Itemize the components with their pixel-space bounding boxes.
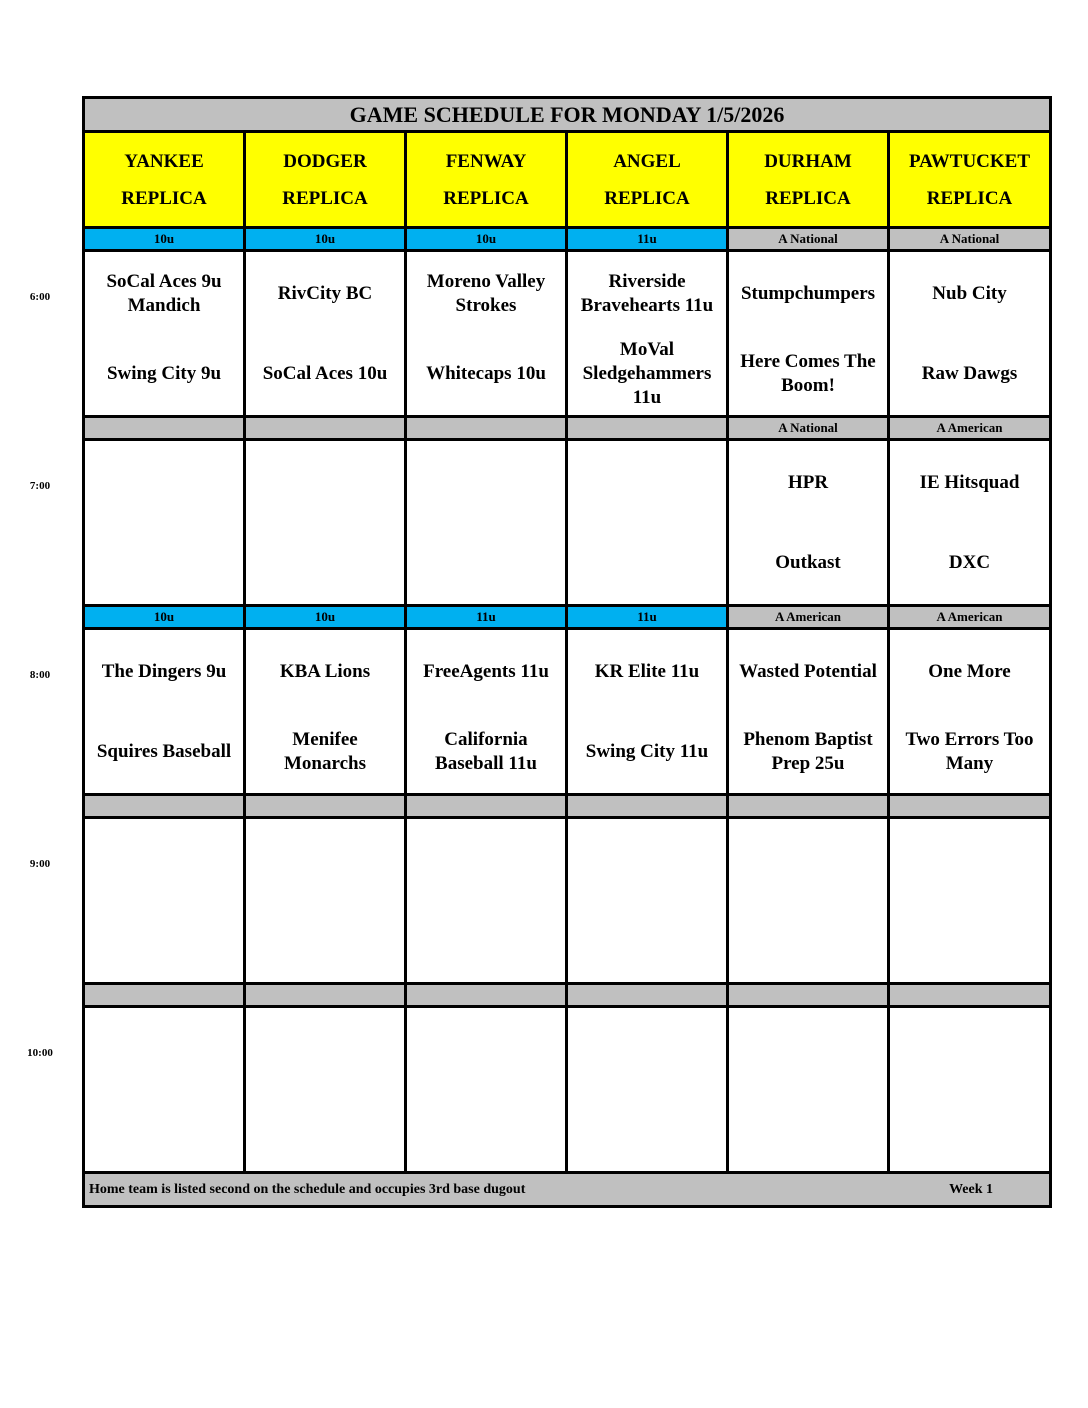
division-label xyxy=(567,984,728,1007)
away-team xyxy=(407,1010,565,1090)
away-team xyxy=(246,1010,404,1090)
division-label xyxy=(245,417,406,440)
home-team: Swing City 9u xyxy=(106,362,222,384)
away-team xyxy=(85,821,243,901)
division-label xyxy=(84,795,245,818)
away-team xyxy=(246,443,404,523)
game-cell xyxy=(567,440,728,606)
footer-row xyxy=(84,1173,1051,1207)
division-label xyxy=(567,417,728,440)
field-subtitle: REPLICA xyxy=(604,187,690,209)
game-cell xyxy=(728,440,889,606)
division-row xyxy=(84,417,1051,440)
game-cell xyxy=(567,818,728,984)
away-team xyxy=(729,1010,887,1090)
game-cell xyxy=(406,1007,567,1173)
home-team xyxy=(246,1090,404,1170)
away-team xyxy=(407,443,565,523)
game-row xyxy=(84,629,1051,795)
field-subtitle: REPLICA xyxy=(121,187,207,209)
home-team xyxy=(568,1090,726,1170)
division-label xyxy=(728,984,889,1007)
field-header-row xyxy=(84,132,1051,228)
game-cell xyxy=(728,629,889,795)
home-team: SoCal Aces 10u xyxy=(262,362,388,384)
division-label: 11u xyxy=(406,606,567,629)
game-cell xyxy=(245,440,406,606)
away-team: IE Hitsquad xyxy=(919,471,1020,493)
game-cell xyxy=(406,818,567,984)
game-cell xyxy=(889,818,1051,984)
home-team xyxy=(568,901,726,981)
away-team: SoCal Aces 9u Mandich xyxy=(106,270,222,316)
home-team: MoVal Sledgehammers 11u xyxy=(582,338,712,408)
time-label: 6:00 xyxy=(29,291,51,303)
home-team xyxy=(85,523,243,603)
home-team xyxy=(407,1090,565,1170)
field-header-fenway xyxy=(406,132,567,228)
division-label xyxy=(889,984,1051,1007)
division-label: 11u xyxy=(567,606,728,629)
game-cell xyxy=(889,251,1051,417)
division-row xyxy=(84,606,1051,629)
field-name: FENWAY xyxy=(445,150,527,172)
game-cell xyxy=(245,251,406,417)
week-label: Week 1 xyxy=(949,1181,994,1197)
away-team xyxy=(890,1010,1049,1090)
away-team: Moreno Valley Strokes xyxy=(426,270,546,316)
field-header-pawtucket xyxy=(889,132,1051,228)
division-label: A National xyxy=(728,228,889,251)
away-team xyxy=(407,821,565,901)
home-team xyxy=(890,1090,1049,1170)
away-team: Riverside Bravehearts 11u xyxy=(580,270,714,316)
division-label xyxy=(728,795,889,818)
away-team xyxy=(729,821,887,901)
away-team: RivCity BC xyxy=(277,282,373,304)
time-label: 7:00 xyxy=(29,480,51,492)
field-header-dodger xyxy=(245,132,406,228)
game-row xyxy=(84,251,1051,417)
game-cell xyxy=(728,818,889,984)
away-team: Nub City xyxy=(932,282,1007,304)
game-cell xyxy=(84,629,245,795)
home-team xyxy=(407,523,565,603)
field-name: DODGER xyxy=(283,150,367,172)
field-name: YANKEE xyxy=(124,150,204,172)
home-team: Squires Baseball xyxy=(96,740,232,762)
home-team xyxy=(729,1090,887,1170)
division-label xyxy=(84,417,245,440)
division-label xyxy=(406,795,567,818)
game-cell xyxy=(84,818,245,984)
field-subtitle: REPLICA xyxy=(765,187,851,209)
division-label xyxy=(567,795,728,818)
division-label xyxy=(245,984,406,1007)
division-label xyxy=(406,984,567,1007)
game-cell xyxy=(245,1007,406,1173)
division-label: A American xyxy=(728,606,889,629)
away-team: The Dingers 9u xyxy=(101,660,227,682)
game-cell xyxy=(84,251,245,417)
division-label: 10u xyxy=(406,228,567,251)
away-team: FreeAgents 11u xyxy=(423,660,549,682)
home-team: Outkast xyxy=(775,551,841,573)
footer-cell xyxy=(84,1173,1051,1207)
title-row xyxy=(84,98,1051,132)
home-team: Here Comes The Boom! xyxy=(740,350,876,396)
away-team xyxy=(85,443,243,523)
field-header-yankee xyxy=(84,132,245,228)
away-team: Wasted Potential xyxy=(739,660,877,682)
footer-note: Home team is listed second on the schedule and occupies 3rd base dugout xyxy=(89,1181,526,1197)
division-row xyxy=(84,228,1051,251)
division-label: A National xyxy=(889,228,1051,251)
home-team xyxy=(246,901,404,981)
game-cell xyxy=(567,251,728,417)
field-name: DURHAM xyxy=(764,150,852,172)
away-team xyxy=(568,821,726,901)
home-team xyxy=(85,1090,243,1170)
away-team xyxy=(568,443,726,523)
time-label: 8:00 xyxy=(29,669,51,681)
game-cell xyxy=(728,1007,889,1173)
home-team xyxy=(407,901,565,981)
home-team: DXC xyxy=(948,551,991,573)
division-label: A National xyxy=(728,417,889,440)
game-cell xyxy=(245,629,406,795)
game-row xyxy=(84,440,1051,606)
away-team xyxy=(246,821,404,901)
schedule-sheet xyxy=(82,96,1049,1208)
game-cell xyxy=(406,251,567,417)
division-label xyxy=(84,984,245,1007)
away-team xyxy=(568,1010,726,1090)
game-cell xyxy=(567,629,728,795)
field-subtitle: REPLICA xyxy=(443,187,529,209)
home-team xyxy=(85,901,243,981)
home-team: Swing City 11u xyxy=(585,740,709,762)
game-cell xyxy=(406,629,567,795)
division-row xyxy=(84,795,1051,818)
field-subtitle: REPLICA xyxy=(282,187,368,209)
division-label: A American xyxy=(889,417,1051,440)
home-team: Raw Dawgs xyxy=(921,362,1018,384)
home-team: Whitecaps 10u xyxy=(426,362,546,384)
away-team xyxy=(85,1010,243,1090)
field-name: ANGEL xyxy=(613,150,681,172)
field-name: PAWTUCKET xyxy=(908,150,1031,172)
game-cell xyxy=(889,629,1051,795)
game-cell xyxy=(406,440,567,606)
field-subtitle: REPLICA xyxy=(926,187,1013,209)
division-label xyxy=(245,795,406,818)
game-cell xyxy=(889,1007,1051,1173)
division-label: 10u xyxy=(245,606,406,629)
game-row xyxy=(84,818,1051,984)
division-label xyxy=(406,417,567,440)
home-team: California Baseball 11u xyxy=(435,728,537,774)
field-header-durham xyxy=(728,132,889,228)
away-team: HPR xyxy=(787,471,829,493)
away-team: KR Elite 11u xyxy=(594,660,700,682)
away-team: KBA Lions xyxy=(279,660,371,682)
division-label: 10u xyxy=(84,228,245,251)
division-label: 10u xyxy=(84,606,245,629)
game-cell xyxy=(567,1007,728,1173)
game-cell xyxy=(84,1007,245,1173)
home-team xyxy=(890,901,1049,981)
game-cell xyxy=(84,440,245,606)
game-cell xyxy=(245,818,406,984)
game-cell xyxy=(728,251,889,417)
division-row xyxy=(84,984,1051,1007)
time-label: 10:00 xyxy=(27,1047,53,1059)
home-team: Menifee Monarchs xyxy=(284,728,366,774)
game-row xyxy=(84,1007,1051,1173)
division-label: 10u xyxy=(245,228,406,251)
schedule-table xyxy=(82,96,1052,1208)
home-team xyxy=(568,523,726,603)
away-team: One More xyxy=(928,660,1011,682)
division-label: A American xyxy=(889,606,1051,629)
home-team xyxy=(729,901,887,981)
division-label: 11u xyxy=(567,228,728,251)
home-team: Phenom Baptist Prep 25u xyxy=(743,728,873,774)
field-header-angel xyxy=(567,132,728,228)
home-team xyxy=(246,523,404,603)
time-label: 9:00 xyxy=(29,858,51,870)
away-team xyxy=(890,821,1049,901)
division-label xyxy=(889,795,1051,818)
schedule-title: GAME SCHEDULE FOR MONDAY 1/5/2026 xyxy=(84,98,1051,132)
away-team: Stumpchumpers xyxy=(740,282,876,304)
game-cell xyxy=(889,440,1051,606)
home-team: Two Errors Too Many xyxy=(905,728,1034,774)
